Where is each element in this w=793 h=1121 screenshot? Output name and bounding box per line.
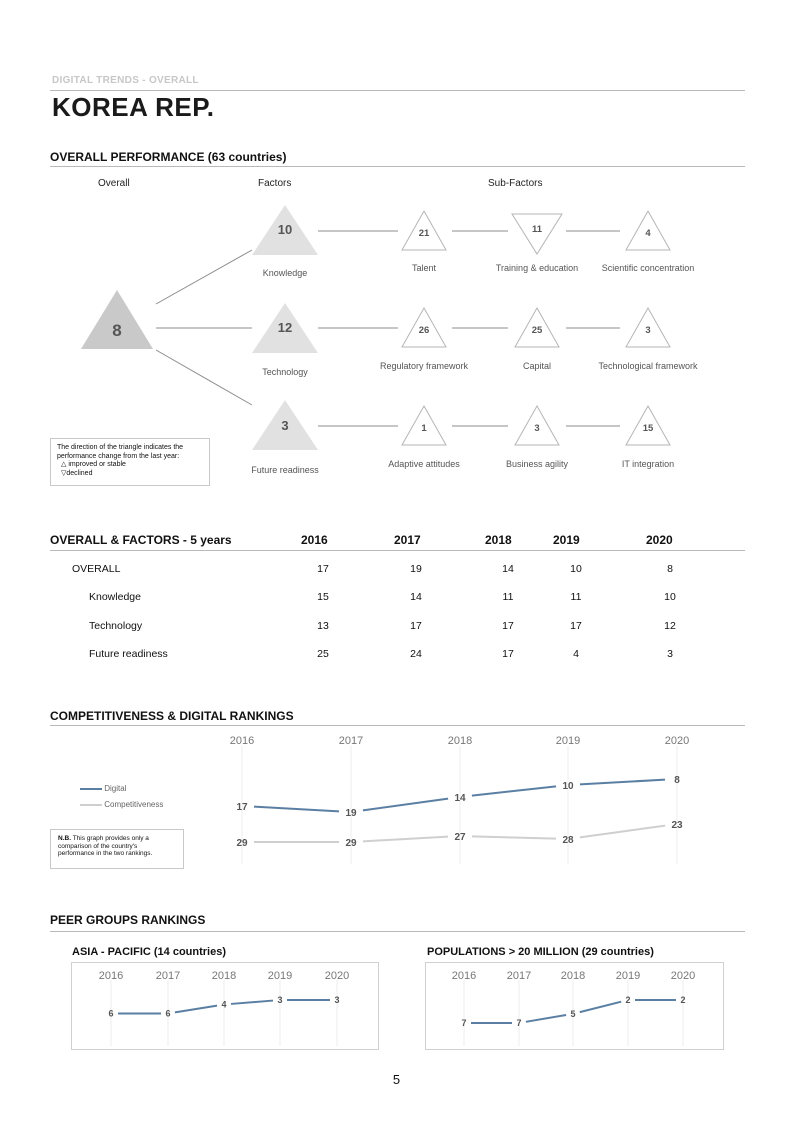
section-kicker: DIGITAL TRENDS - OVERALL — [52, 75, 199, 86]
asia-title: ASIA - PACIFIC (14 countries) — [72, 946, 227, 958]
row-technology-label: Technology — [89, 620, 143, 632]
peer-heading: PEER GROUPS RANKINGS — [50, 913, 206, 927]
tick-label: 2016 — [451, 970, 477, 982]
series-line-segment — [363, 799, 448, 811]
data-label: 27 — [454, 832, 466, 843]
data-label: 7 — [461, 1018, 467, 1028]
table-cell: 17 — [570, 620, 582, 632]
talent-rank: 21 — [418, 228, 430, 239]
nb-note — [50, 829, 184, 869]
tick-label: 2017 — [155, 970, 181, 982]
legend-line2: performance change from the last year: — [57, 452, 180, 460]
tick-label: 2020 — [670, 970, 696, 982]
table-cell: 24 — [410, 648, 422, 660]
data-label: 29 — [345, 838, 357, 849]
table-cell: 8 — [667, 563, 673, 575]
table-cell: 14 — [410, 591, 422, 603]
data-label: 29 — [236, 838, 248, 849]
nb-text1: This graph provides only a — [71, 835, 149, 842]
legend-comp-text: Competitiveness — [104, 800, 164, 809]
year-2018-header: 2018 — [485, 533, 512, 547]
tick-label: 2020 — [664, 735, 690, 747]
peer-rule — [50, 931, 745, 932]
table-cell: 17 — [502, 620, 514, 632]
agility-label: Business agility — [505, 459, 569, 469]
training-label: Training & education — [495, 263, 579, 273]
nb-text3: performance in the two rankings. — [58, 850, 153, 857]
overall-rank: 8 — [112, 321, 122, 340]
factor-knowledge-rank: 10 — [277, 222, 293, 237]
data-label: 10 — [562, 781, 574, 792]
techframework-label: Technological framework — [598, 361, 698, 371]
table-cell: 15 — [317, 591, 329, 603]
row-knowledge-label: Knowledge — [89, 591, 141, 603]
regulatory-label: Regulatory framework — [379, 361, 469, 371]
data-label: 17 — [236, 802, 248, 813]
page-number: 5 — [392, 1072, 401, 1087]
legend-improved: △ improved or stable — [61, 461, 126, 468]
col-overall: Overall — [98, 178, 130, 189]
tree-connectors — [156, 231, 620, 426]
tick-label: 2018 — [211, 970, 237, 982]
overall-triangle-icon — [81, 290, 153, 349]
tick-label: 2017 — [506, 970, 532, 982]
data-label: 5 — [570, 1008, 576, 1019]
col-factors: Factors — [258, 178, 292, 189]
data-label: 28 — [562, 835, 574, 846]
tick-label: 2018 — [560, 970, 586, 982]
year-2020-header: 2020 — [646, 533, 673, 547]
tick-label: 2019 — [555, 735, 581, 747]
adaptive-rank: 1 — [421, 423, 427, 434]
data-label: 2 — [680, 995, 686, 1005]
series-line-segment — [472, 836, 556, 838]
year-2016-header: 2016 — [301, 533, 328, 547]
series-line-segment — [580, 780, 665, 785]
table-cell: 4 — [573, 648, 579, 660]
factor-future-rank: 3 — [281, 418, 289, 433]
tick-label: 2019 — [267, 970, 293, 982]
competitiveness-heading: COMPETITIVENESS & DIGITAL RANKINGS — [50, 709, 294, 723]
data-label: 6 — [165, 1008, 171, 1019]
series-line-segment — [363, 837, 448, 842]
factor-knowledge-label: Knowledge — [262, 268, 308, 278]
performance-tree — [0, 0, 793, 500]
table-cell: 10 — [570, 563, 582, 575]
table-cell: 12 — [664, 620, 676, 632]
nb-bold: N.B. — [58, 835, 71, 842]
scientific-label: Scientific concentration — [601, 263, 695, 273]
asia-chart — [71, 962, 377, 1048]
triangle-legend — [50, 438, 210, 486]
legend-competitiveness — [80, 800, 163, 809]
table-cell: 17 — [317, 563, 329, 575]
table-cell: 11 — [502, 591, 514, 603]
capital-label: Capital — [522, 361, 551, 371]
data-label: 3 — [334, 995, 340, 1005]
series-line-segment — [580, 1002, 621, 1012]
row-future-label: Future readiness — [89, 648, 168, 660]
table-cell: 19 — [410, 563, 422, 575]
adaptive-label: Adaptive attitudes — [388, 459, 460, 469]
talent-label: Talent — [411, 263, 437, 273]
factor-technology-label: Technology — [262, 367, 308, 377]
page-title: KOREA REP. — [52, 92, 215, 122]
data-label: 23 — [671, 820, 683, 831]
techframework-rank: 3 — [645, 325, 651, 336]
table-cell: 17 — [410, 620, 422, 632]
factor-future-label: Future readiness — [251, 465, 319, 475]
col-subfactors: Sub-Factors — [488, 178, 543, 189]
legend-line1: The direction of the triangle indicates the — [57, 444, 184, 451]
legend-digital-text: Digital — [104, 784, 127, 793]
data-label: 6 — [108, 1008, 114, 1019]
five-years-rule — [50, 550, 745, 551]
scientific-rank: 4 — [645, 228, 651, 239]
year-2017-header: 2017 — [394, 533, 421, 547]
tick-label: 2017 — [338, 735, 364, 747]
tick-label: 2019 — [615, 970, 641, 982]
five-years-heading: OVERALL & FACTORS - 5 years — [50, 533, 232, 547]
population-title: POPULATIONS > 20 MILLION (29 countries) — [427, 946, 654, 958]
table-cell: 13 — [317, 620, 329, 632]
series-line-segment — [254, 807, 339, 812]
series-line-segment — [526, 1015, 566, 1022]
series-line-segment — [175, 1006, 217, 1013]
data-label: 3 — [277, 995, 283, 1005]
regulatory-rank: 26 — [418, 325, 430, 336]
table-cell: 11 — [570, 591, 582, 603]
tick-label: 2020 — [324, 970, 350, 982]
legend-digital — [80, 784, 126, 793]
training-rank: 11 — [531, 224, 543, 235]
overall-performance-heading: OVERALL PERFORMANCE (63 countries) — [50, 150, 287, 164]
table-cell: 10 — [664, 591, 676, 603]
legend-declined: ▽declined — [61, 469, 93, 477]
series-line-segment — [580, 826, 665, 838]
tick-label: 2018 — [447, 735, 473, 747]
data-label: 14 — [454, 793, 466, 804]
row-overall-label: OVERALL — [72, 563, 121, 575]
data-label: 2 — [625, 995, 631, 1005]
table-cell: 17 — [502, 648, 514, 660]
data-label: 7 — [516, 1018, 522, 1028]
table-cell: 14 — [502, 563, 514, 575]
itintegration-label: IT integration — [621, 459, 675, 469]
series-line-segment — [472, 786, 556, 795]
year-2019-header: 2019 — [553, 533, 580, 547]
population-chart — [425, 962, 722, 1048]
table-cell: 3 — [667, 648, 673, 660]
tick-label: 2016 — [229, 735, 255, 747]
data-label: 8 — [674, 775, 680, 786]
legend-comp-swatch — [80, 804, 102, 806]
itintegration-rank: 15 — [642, 423, 654, 434]
agility-rank: 3 — [534, 423, 540, 434]
capital-rank: 25 — [531, 325, 543, 336]
factor-technology-rank: 12 — [277, 320, 293, 335]
series-line-segment — [231, 1001, 273, 1004]
data-label: 4 — [221, 999, 227, 1010]
legend-digital-swatch — [80, 788, 102, 790]
table-cell: 25 — [317, 648, 329, 660]
data-label: 19 — [345, 808, 357, 819]
nb-text2: comparison of the country's — [58, 842, 138, 850]
tick-label: 2016 — [98, 970, 124, 982]
